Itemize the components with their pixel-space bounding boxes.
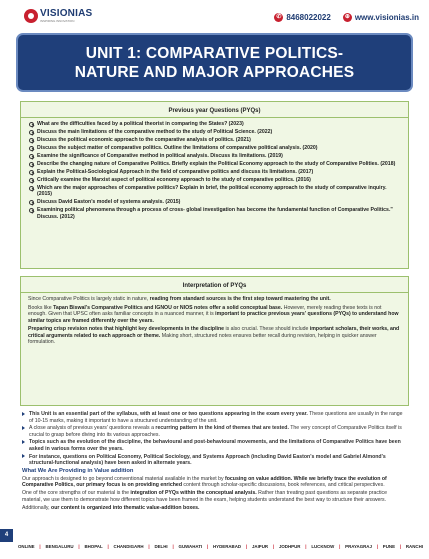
visionias-logo bbox=[24, 9, 92, 23]
check-circle-icon bbox=[29, 186, 34, 191]
arrow-right-icon bbox=[22, 426, 25, 430]
footer-cities: ONLINE | BENGALURU | BHOPAL | CHANDIGARH | DELHI | GUWAHATI | HYDERABAD | JAIPUR | JODHPUR | LUCKNOW | PRAYAGRAJ | PUNE | RANCHI bbox=[18, 544, 423, 549]
check-circle-icon bbox=[29, 154, 34, 159]
phone-number: 8468022022 bbox=[286, 13, 331, 22]
footer-city: LUCKNOW bbox=[311, 544, 335, 549]
notes-list bbox=[22, 411, 408, 467]
arrow-right-icon bbox=[22, 412, 25, 416]
interpretation-paragraph: Since Comparative Politics is largely static in nature, reading from standard sources is the first step toward mastering the unit. bbox=[28, 296, 331, 302]
interpretation-heading: Interpretation of PYQs bbox=[21, 277, 408, 293]
globe-icon: ⊕ bbox=[344, 14, 350, 20]
check-circle-icon bbox=[29, 138, 34, 143]
pyq-heading: Previous year Questions (PYQs) bbox=[21, 102, 408, 118]
list-item: For instance, questions on Political Economy, Political Sociology, and Systems Approach (including David Easton's model and Gabriel Almond's structural-functional analysis) have been asked in alternate years. bbox=[22, 454, 408, 467]
interpretation-paragraph: Preparing crisp revision notes that highlight key developments in the discipline is also crucial. These should include important scholars, their works, and critical arguments related to each approach or theme. Making short, structured notes ensures better recall during revision, helping in quicker answer formulation. bbox=[28, 326, 400, 345]
list-item: Examine the significance of Comparative method in political analysis. Discuss its limitations. (2019) bbox=[29, 153, 400, 159]
interpretation-box bbox=[20, 276, 409, 406]
phone-icon: ✆ bbox=[276, 14, 282, 20]
unit-title bbox=[18, 35, 411, 82]
list-item: Discuss the political economic approach to the comparative analysis of politics. (2021) bbox=[29, 137, 400, 143]
footer-city: CHANDIGARH bbox=[113, 544, 144, 549]
logo-mark-icon bbox=[24, 9, 38, 23]
logo-name: VISIONIAS bbox=[40, 8, 93, 19]
check-circle-icon bbox=[29, 208, 34, 213]
pyq-box bbox=[20, 101, 409, 269]
arrow-right-icon bbox=[22, 454, 25, 458]
footer-city: BENGALURU bbox=[45, 544, 74, 549]
check-circle-icon bbox=[29, 178, 34, 183]
check-circle-icon bbox=[29, 200, 34, 205]
check-circle-icon bbox=[29, 130, 34, 135]
check-circle-icon bbox=[29, 146, 34, 151]
list-item: Discuss David Easton's model of systems analysis. (2015) bbox=[29, 199, 400, 205]
list-item: Describe the changing nature of Comparative Politics. Briefly explain the Political Economy approach to the study of Comparative Polities. (2018) bbox=[29, 161, 400, 167]
interpretation-paragraph: Books like Tapan Biswal's Comparative Politics and IGNOU or NIOS notes offer a solid conceptual base. However, merely reading these texts is not enough. Given that UPSC often asks familiar concepts in a nuanced manner, it is important to practice previous years' questions (PYQs) to understand how similar topics are framed differently over the years. bbox=[28, 304, 399, 324]
list-item: Discuss the subject matter of comparative politics. Outline the limitations of comparative political analysis. (2020) bbox=[29, 145, 400, 151]
footer-city: ONLINE bbox=[18, 544, 35, 549]
page-number: 4 bbox=[0, 529, 13, 542]
footer-city: PUNE bbox=[382, 544, 395, 549]
list-item: Topics such as the evolution of the discipline, the behavioural and post-behavioural movements, and the limitations of Comparative Politics have been asked in various forms over the years. bbox=[22, 439, 408, 452]
pyq-list bbox=[21, 118, 408, 220]
unit-title-line2: NATURE AND MAJOR APPROACHES bbox=[74, 64, 355, 81]
check-circle-icon bbox=[29, 170, 34, 175]
list-item: Explain the Political-Sociological Approach in the field of comparative politics and discuss its limitations. (2017) bbox=[29, 169, 400, 175]
footer-city: BHOPAL bbox=[84, 544, 103, 549]
logo-tagline: INSPIRING INNOVATION bbox=[40, 19, 75, 23]
unit-title-line1: UNIT 1: COMPARATIVE POLITICS- bbox=[85, 45, 344, 62]
footer-city: GUWAHATI bbox=[178, 544, 203, 549]
notes-section bbox=[22, 411, 408, 513]
list-item: Critically examine the Marxist aspect of political economy approach to the study of comparative politics. (2016) bbox=[29, 177, 400, 183]
list-item: This Unit is an essential part of the syllabus, with at least one or two questions appearing in the exam every year. These questions are usually in the range of 10-15 marks, making it important to have a structured understanding of the unit. bbox=[22, 411, 408, 424]
footer-city: PRAYAGRAJ bbox=[345, 544, 372, 549]
value-addition-paragraph: One of the core strengths of our material is the integration of PYQs within the conceptual analysis. Rather than treating past questions as separate practice material, we use them to demonstrate how different topics have been framed in the exam, helping students understand the best way to structure their answers. bbox=[22, 490, 388, 503]
footer-city: JAIPUR bbox=[251, 544, 269, 549]
check-circle-icon bbox=[29, 162, 34, 167]
website-link[interactable]: www.visionias.in bbox=[354, 13, 419, 22]
unit-title-banner bbox=[16, 33, 413, 92]
list-item: Discuss the main limitations of the comparative method to the study of Political Science. (2022) bbox=[29, 129, 400, 135]
arrow-right-icon bbox=[22, 440, 25, 444]
value-addition-paragraph: Our approach is designed to go beyond conventional material available in the market by focusing on value addition. While we briefly trace the evolution of Comparative Politics, our primary focus is on providing enriched content through scholar-specific discussions, book references, and critical perspectives. bbox=[22, 475, 387, 489]
list-item: What are the difficulties faced by a political theorist in comparing the States? (2023) bbox=[29, 121, 400, 127]
list-item: A close analysis of previous years' questions reveals a recurring pattern in the kind of themes that are tested. The very concept of Comparative Politics itself is crucial to grasp before diving into its various approaches. bbox=[22, 425, 408, 438]
footer-city: JODHPUR bbox=[278, 544, 301, 549]
page-header bbox=[0, 0, 429, 30]
value-addition-heading: What We Are Providing in Value addition bbox=[22, 467, 134, 474]
footer-city: DELHI bbox=[154, 544, 168, 549]
list-item: Examining political phenomena through a process of cross- global investigation has become the fundamental function of Comparative Politics." Discuss. (2012) bbox=[29, 207, 400, 220]
footer-city: RANCHI bbox=[405, 544, 423, 549]
contact-info bbox=[274, 13, 419, 22]
footer-city: HYDERABAD bbox=[213, 544, 242, 549]
check-circle-icon bbox=[29, 122, 34, 127]
list-item: Which are the major approaches of comparative politics? Explain in brief, the political economy approach to the study of comparative inquiry. (2015) bbox=[29, 185, 400, 198]
value-addition-paragraph: Additionally, our content is organized into thematic value-addition boxes. bbox=[22, 504, 200, 511]
